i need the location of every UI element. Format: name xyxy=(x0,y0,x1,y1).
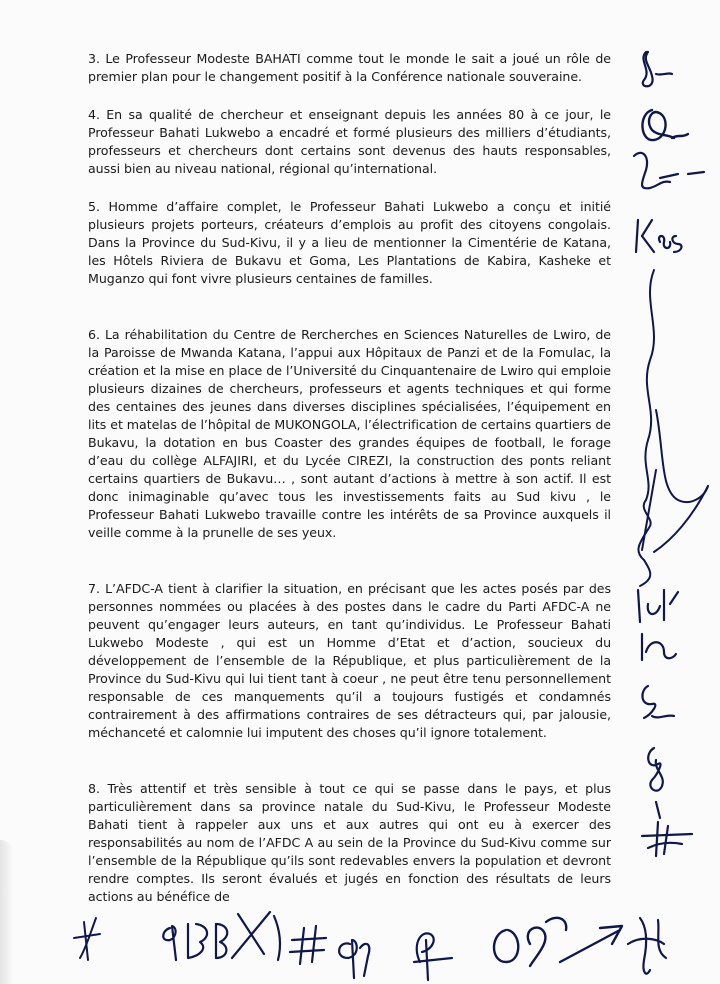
initial-mark-9 xyxy=(642,822,692,856)
initial-mark-8 xyxy=(648,748,663,818)
paragraph-5: 5. Homme d’affaire complet, le Professeur Bahati Lukwebo a conçu et initié plusieurs projets porteurs, créateurs d’emplois au profit des citoyens congolais. Dans la Province du Sud-Kivu, il y a lieu de mentionner la Cimentérie de Katana, les Hôtels Riviera de Bukavu et Goma, Les Plantations de Kabira, Kasheke et Muganzo qui font vivre plusieurs centaines de familles. xyxy=(88,199,611,286)
bottom-mark-5 xyxy=(414,933,452,980)
initial-mark-4 xyxy=(636,220,681,252)
paragraph-8: 8. Très attentif et très sensible à tout ce qui se passe dans le pays, et plus particulièrement dans sa province natale du Sud-Kivu, le Professeur Modeste Bahati tient à rappeler aux uns et aux autres qui ont eu à exercer des responsabilités au nom de l’AFDC A au sein de la Province du Sud-Kivu comme sur l’ensemble de la République qu’ils sont redevables envers la population et devront rendre comptes. Ils seront évalués et jugés en fonction des résultats de leurs actions au bénéfice de xyxy=(88,781,611,904)
bottom-initials-row xyxy=(60,900,720,984)
initial-mark-1 xyxy=(643,52,672,86)
bottom-mark-6 xyxy=(494,918,622,966)
initial-mark-2 xyxy=(642,110,688,140)
bottom-mark-7 xyxy=(628,918,666,974)
long-signature-stroke xyxy=(638,270,708,586)
paragraph-3: 3. Le Professeur Modeste BAHATI comme tout le monde le sait a joué un rôle de premier plan pour le changement positif à la Conférence nationale souveraine. xyxy=(88,51,611,84)
document-body xyxy=(88,50,611,906)
paragraph-7: 7. L’AFDC-A tient à clarifier la situation, en précisant que les actes posés par des personnes nommées ou placées à des postes dans le cadre du Parti AFDC-A ne peuvent qu’engager leurs auteurs, en tant qu’individus. Le Professeur Bahati Lukwebo Modeste , qui est un Homme d’Etat et d’action, soucieux du développement de l’ensemble de la République, et plus particulièrement de la Province du Sud-Kivu qui lui tient tant à coeur , ne peut être tenu personnellement responsable de ces manquements qu’il a toujours fustigés et condamnés contrairement à des affirmations contraires de ses détracteurs qui, par jalousie, méchanceté et calomnie lui imputent des choses qu’il ignore totalement. xyxy=(88,581,611,740)
page-edge-shadow xyxy=(0,840,14,984)
bottom-mark-1 xyxy=(74,918,100,960)
paragraph-4: 4. En sa qualité de chercheur et enseignant depuis les années 80 à ce jour, le Professeur Bahati Lukwebo a encadré et formé plusieurs des milliers d’étudiants, professeurs et chercheurs dont certains sont devenus des hauts responsables, aussi bien au niveau national, régional qu’international. xyxy=(88,107,611,176)
bottom-mark-3 xyxy=(290,926,326,964)
paragraph-6: 6. La réhabilitation du Centre de Rercherches en Sciences Naturelles de Lwiro, de la Paroisse de Mwanda Katana, l’appui aux Hôpitaux de Panzi et de la Fomulac, la création et la mise en place de l’Université du Cinquantenaire de Lwiro qui emploie plusieurs dizaines de chercheurs, professeurs et agents techniques et qui forme des centaines des jeunes dans diverses disciplines spécialisées, l’équipement en lits et matelas de l’hôpital de MUKONGOLA, l’électrification de certains quartiers de Bukavu, la dotation en bus Coaster des grandes équipes de football, le forage d’eau du collège ALFAJIRI, et du Lycée CIREZI, la construction des ponts reliant certains quartiers de Bukavu… , sont autant d’actions à mettre à son actif. Il est donc inimaginable qu’avec tous les investissements faits au Sud kivu , le Professeur Bahati Lukwebo travaille contre les intérêts de sa Province auxquels il veille comme à la prunelle de ses yeux. xyxy=(88,327,611,540)
initial-mark-6 xyxy=(642,634,676,660)
initial-mark-3 xyxy=(634,153,704,188)
bottom-mark-4 xyxy=(339,940,369,978)
initial-mark-7 xyxy=(642,686,674,718)
bottom-mark-2 xyxy=(163,912,280,960)
margin-initials-signature xyxy=(612,30,720,940)
initial-mark-5 xyxy=(638,590,678,622)
